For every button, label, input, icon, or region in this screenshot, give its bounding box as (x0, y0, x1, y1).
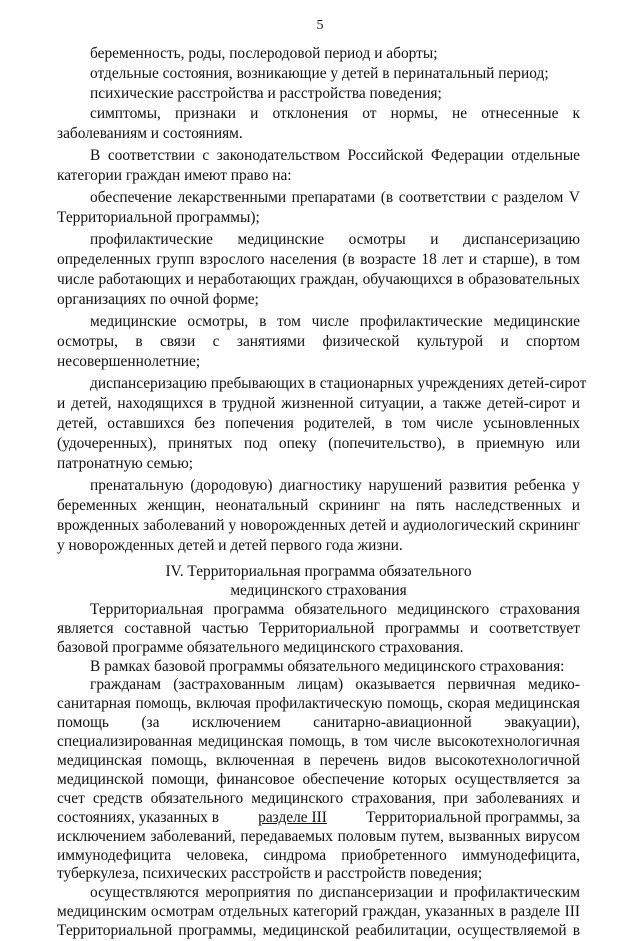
text-line: пренатальную (дородовую) диагностику нарушений развития ребенка у (90, 477, 580, 494)
text-line: беременность, роды, послеродовой период и аборты; (90, 45, 438, 62)
text-line: детей, оставшихся без попечения родителей, в том числе усыновленных (57, 415, 580, 432)
text-line: медицинской помощи, финансовое обеспечение которых осуществляется за (57, 771, 580, 788)
text-line: В соответствии с законодательством Российской Федерации отдельные (90, 147, 580, 164)
text-line: осуществляются мероприятия по диспансеризации и профилактическим (90, 884, 580, 901)
text-line: психические расстройства и расстройства поведения; (90, 85, 442, 102)
text-line: несовершеннолетние; (57, 353, 201, 370)
text-line: осмотры, в связи с занятиями физической культурой и спортом (57, 333, 580, 350)
text-line: числе работающих и неработающих граждан, обучающихся в образовательных (57, 271, 580, 288)
text-line: помощь (за исключением санитарно-авиационной эвакуации), (57, 714, 580, 731)
text-line: счет средств обязательного медицинского страхования, при заболеваниях и (57, 790, 580, 807)
section-iii-link[interactable]: разделе III (258, 809, 327, 826)
text-segment: Территориальной программы, за (365, 809, 580, 826)
text-line: гражданам (застрахованным лицам) оказывается первичная медико- (90, 676, 580, 693)
text-line: отдельные состояния, возникающие у детей в перинатальный период; (90, 65, 549, 82)
text-line: врожденных заболеваний у новорожденных детей и аудиологический скрининг (57, 517, 580, 534)
text-line: патронатную семью; (57, 455, 194, 472)
text-line: медицинские осмотры, в том числе профилактические медицинские (90, 313, 580, 330)
text-segment: состояниях, указанных в (57, 809, 219, 826)
text-line: туберкулеза, психических расстройств и расстройств поведения; (57, 865, 483, 882)
text-line: базовой программе обязательного медицинского страхования. (57, 639, 464, 656)
text-line: специализированная медицинская помощь, в том числе высокотехнологичная (57, 733, 580, 750)
text-line: В рамках базовой программы обязательного медицинского страхования: (90, 658, 565, 675)
text-line: Территориальной программы); (57, 209, 260, 226)
text-line-with-link (57, 808, 580, 828)
section-heading: медицинского страхования (230, 582, 407, 599)
text-line: санитарная помощь, включая профилактическую помощь, скорая медицинская (57, 695, 580, 712)
page-number: 5 (316, 18, 324, 33)
text-line: у новорожденных детей и детей первого года жизни. (57, 537, 403, 554)
text-line: диспансеризацию пребывающих в стационарных учреждениях детей-сирот (90, 375, 587, 392)
text-line: категории граждан имеют право на: (57, 167, 292, 184)
text-line: (удочеренных), принятых под опеку (попечительство), в приемную или (57, 435, 580, 452)
text-line: обеспечение лекарственными препаратами (в соответствии с разделом V (90, 189, 580, 206)
text-line: определенных групп взрослого населения (в возрасте 18 лет и старше), в том (57, 251, 580, 268)
text-line: медицинская помощь, включенная в перечень видов высокотехнологичной (57, 752, 580, 769)
text-line: беременных женщин, неонатальный скрининг на пять наследственных и (57, 497, 580, 514)
text-line: организациях по очной форме; (57, 291, 259, 308)
text-line: Территориальная программа обязательного медицинского страхования (90, 601, 580, 618)
text-line: Территориальной программы, медицинской реабилитации, осуществляемой в (57, 922, 580, 939)
section-heading: IV. Территориальная программа обязательного (165, 563, 472, 580)
text-line: и детей, находящихся в трудной жизненной ситуации, а также детей-сирот и (57, 395, 580, 412)
text-line: является составной частью Территориальной программы и соответствует (57, 620, 580, 637)
text-line: иммунодефицита человека, синдрома приобретенного иммунодефицита, (57, 847, 580, 864)
text-line: заболеваниям и состояниям. (57, 125, 243, 142)
text-line: исключением заболеваний, передаваемых половым путем, вызванных вирусом (57, 828, 580, 845)
text-line: медицинским осмотрам отдельных категорий граждан, указанных в разделе III (57, 903, 580, 920)
text-line: профилактические медицинские осмотры и диспансеризацию (90, 231, 580, 248)
text-line: симптомы, признаки и отклонения от нормы, не отнесенные к (90, 105, 580, 122)
